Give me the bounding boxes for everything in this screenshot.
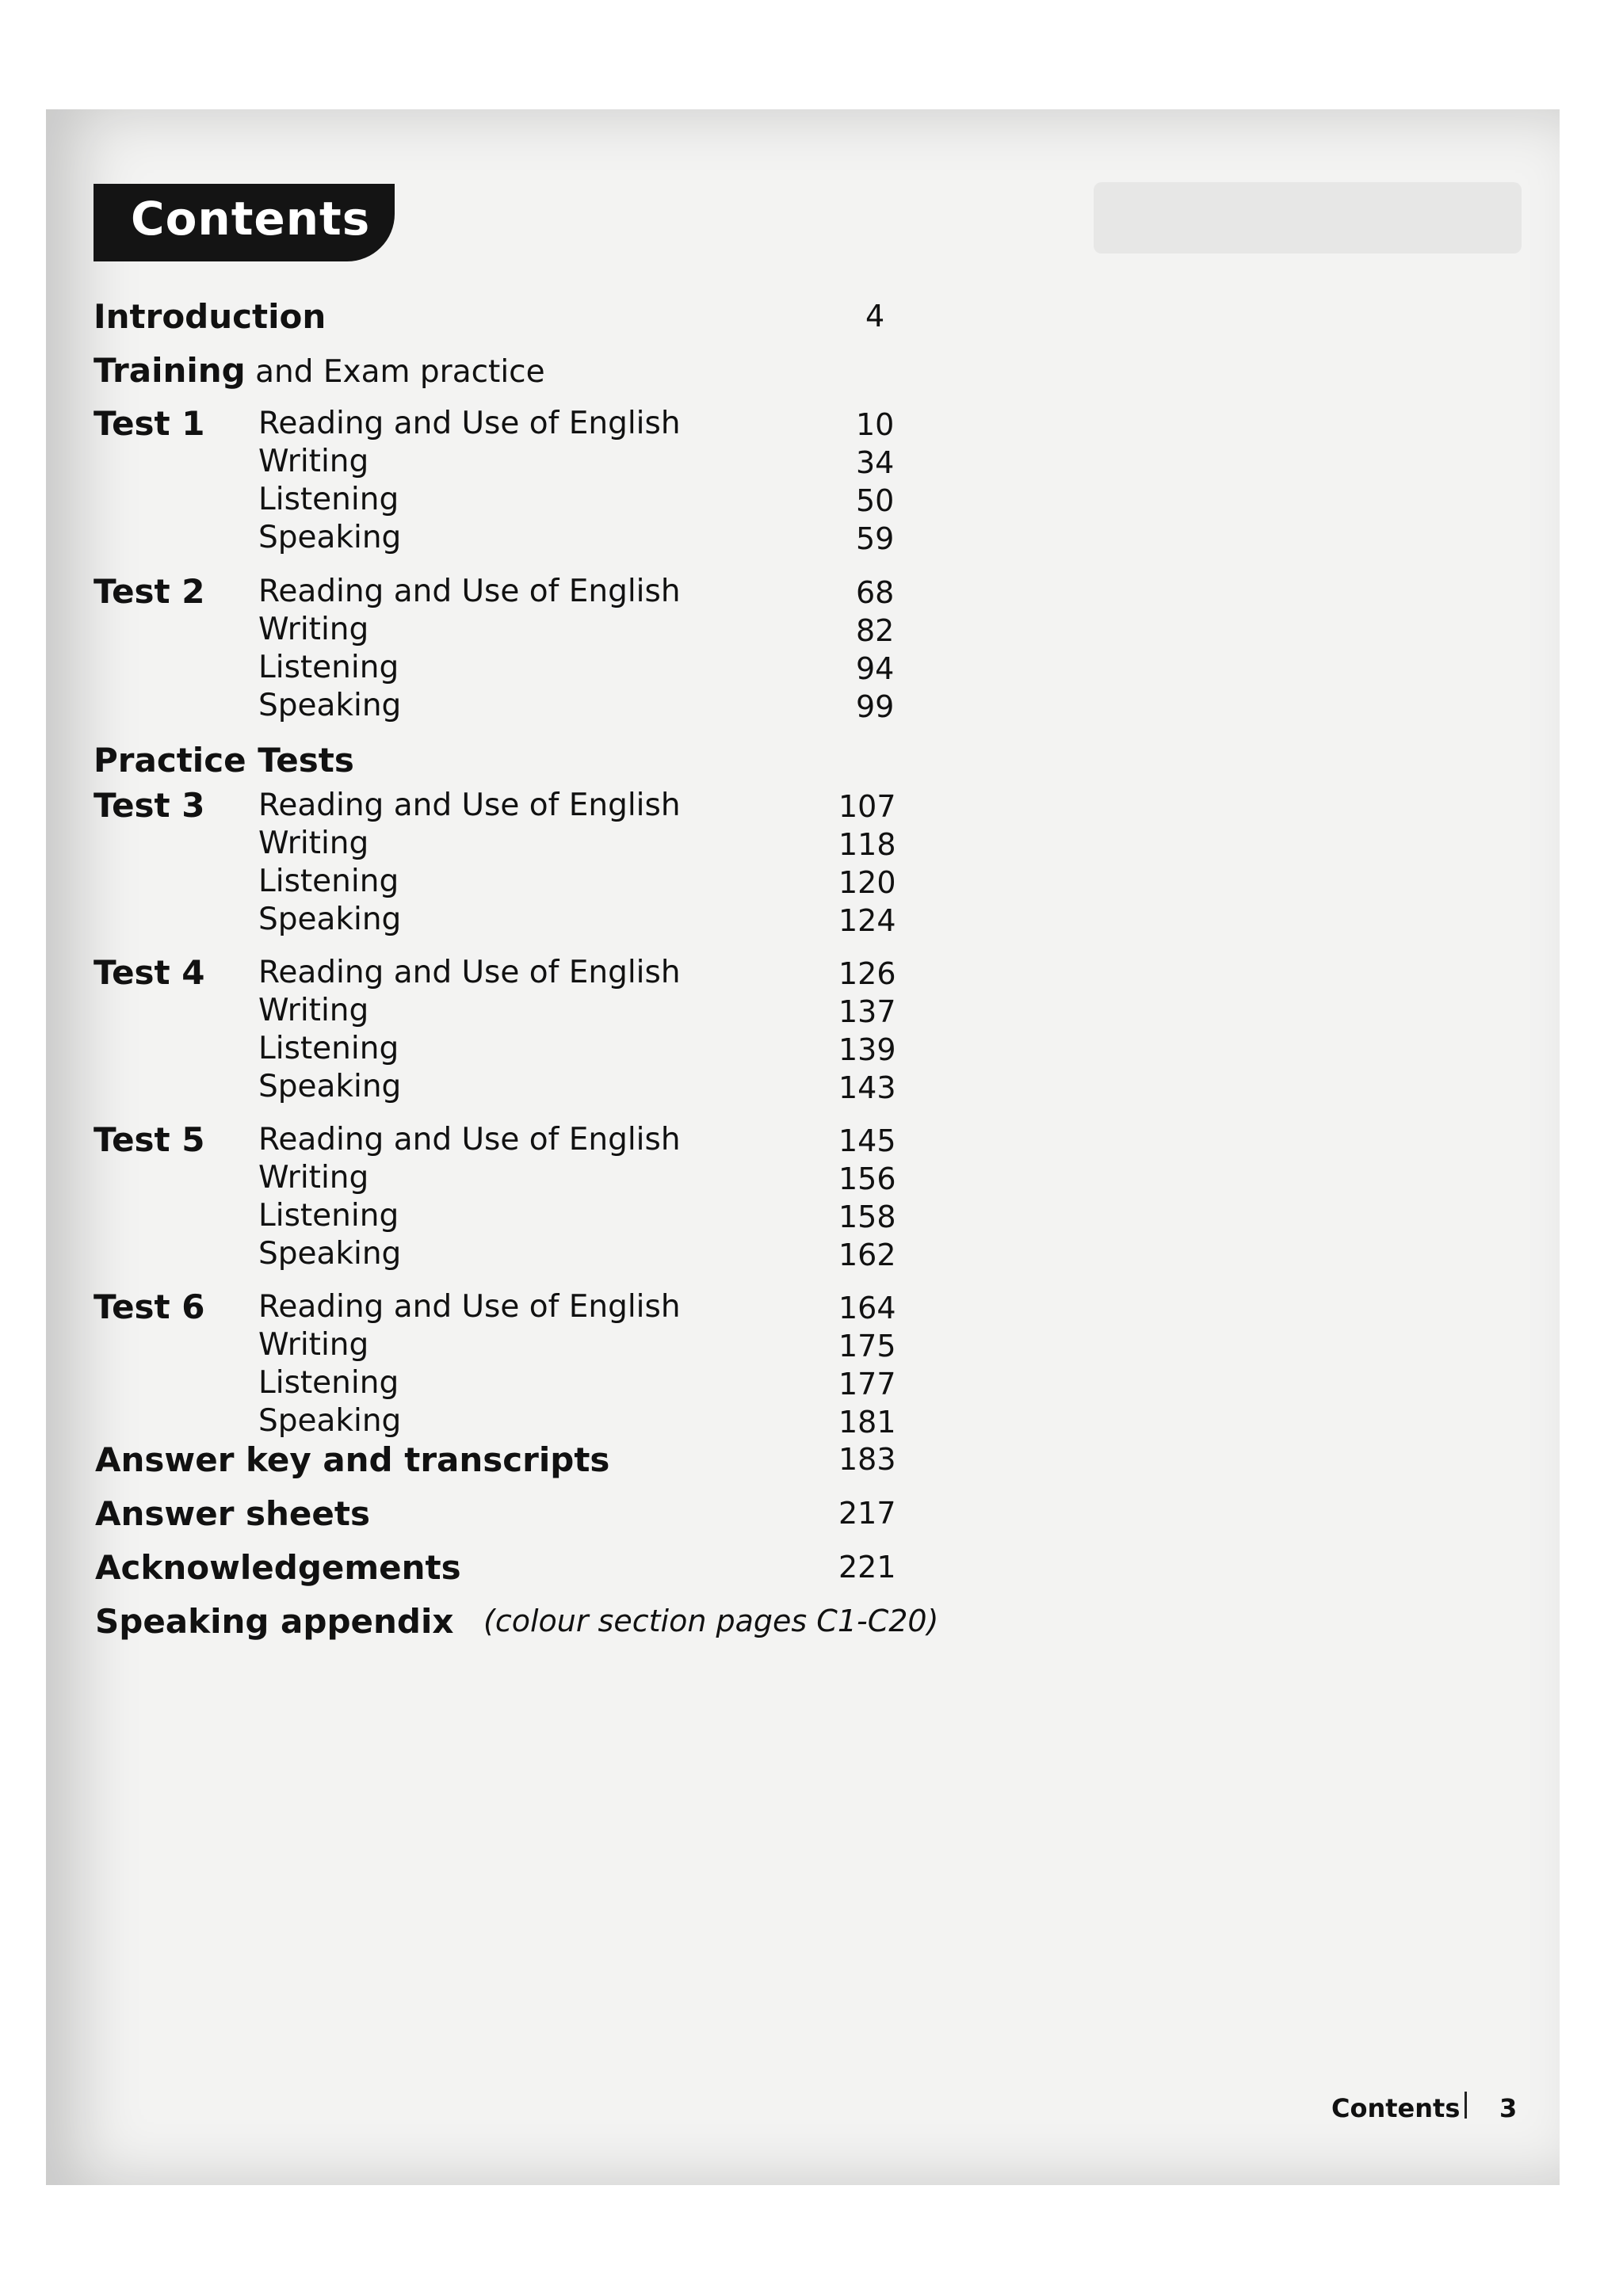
toc-test-3-page: 107: [838, 789, 896, 824]
toc-test-6-page: 164: [838, 1291, 896, 1325]
toc-answer-key-page: 183: [838, 1442, 896, 1477]
toc-test-5-label: Test 5: [94, 1120, 205, 1159]
toc-test-4-section: Listening: [258, 1031, 399, 1066]
toc-answer-sheets-page: 217: [838, 1496, 896, 1531]
toc-introduction-page: 4: [865, 299, 885, 334]
toc-speaking-appendix-label: Speaking appendix: [95, 1602, 454, 1641]
toc-answer-sheets-label: Answer sheets: [95, 1494, 370, 1533]
toc-test-6-section: Speaking: [258, 1403, 402, 1439]
toc-test-1-section: Writing: [258, 444, 369, 479]
toc-test-5-section: Listening: [258, 1198, 399, 1234]
footer-section-label: Contents: [1331, 2093, 1461, 2123]
toc-test-4-section: Writing: [258, 993, 369, 1028]
toc-test-6-label: Test 6: [94, 1287, 205, 1326]
toc-test-5-page: 145: [838, 1123, 896, 1158]
toc-test-5-section: Speaking: [258, 1236, 402, 1272]
toc-test-1-label: Test 1: [94, 404, 205, 443]
toc-test-4-page: 139: [838, 1032, 896, 1067]
toc-test-2-section: Reading and Use of English: [258, 574, 681, 609]
toc-test-2-page: 94: [856, 651, 895, 686]
page-title: Contents: [131, 192, 371, 246]
toc-test-5-section: Writing: [258, 1160, 369, 1196]
toc-test-5-page: 158: [838, 1199, 896, 1234]
toc-test-1-section: Speaking: [258, 520, 402, 555]
toc-test-1-section: Reading and Use of English: [258, 406, 681, 441]
toc-test-2-section: Speaking: [258, 688, 402, 723]
toc-speaking-appendix-page: (colour section pages C1-C20): [483, 1604, 939, 1638]
toc-training-label: Training: [94, 351, 246, 390]
footer-page-number: 3: [1499, 2093, 1518, 2123]
toc-practice-tests-heading: Practice Tests: [94, 741, 354, 780]
footer-divider: [1465, 2092, 1467, 2119]
toc-test-5-page: 162: [838, 1238, 896, 1272]
toc-test-5-section: Reading and Use of English: [258, 1122, 681, 1158]
toc-test-6-page: 181: [838, 1405, 896, 1440]
toc-training-label-rest: and Exam practice: [245, 354, 545, 390]
toc-acknowledgements-label: Acknowledgements: [95, 1548, 461, 1587]
toc-test-2-page: 82: [856, 613, 895, 648]
toc-test-4-page: 126: [838, 956, 896, 991]
toc-test-2-page: 68: [856, 575, 895, 610]
toc-test-6-page: 175: [838, 1329, 896, 1363]
toc-test-4-page: 137: [838, 994, 896, 1029]
toc-test-5-page: 156: [838, 1161, 896, 1196]
toc-test-1-page: 10: [856, 407, 895, 442]
toc-test-2-label: Test 2: [94, 572, 205, 611]
toc-test-2-section: Writing: [258, 612, 369, 647]
toc-test-3-page: 118: [838, 827, 896, 862]
toc-test-3-page: 124: [838, 903, 896, 938]
toc-test-3-section: Reading and Use of English: [258, 788, 681, 823]
toc-test-3-section: Speaking: [258, 902, 402, 937]
toc-test-1-page: 50: [856, 483, 895, 518]
toc-test-3-page: 120: [838, 865, 896, 900]
toc-training-heading: [94, 351, 545, 390]
toc-test-3-section: Writing: [258, 826, 369, 861]
toc-test-6-section: Listening: [258, 1365, 399, 1401]
toc-test-6-section: Reading and Use of English: [258, 1289, 681, 1325]
toc-test-1-section: Listening: [258, 482, 399, 517]
toc-answer-key-label: Answer key and transcripts: [95, 1440, 610, 1479]
toc-test-6-section: Writing: [258, 1327, 369, 1363]
toc-test-6-page: 177: [838, 1367, 896, 1402]
toc-test-3-label: Test 3: [94, 786, 205, 825]
toc-test-4-section: Reading and Use of English: [258, 955, 681, 990]
toc-acknowledgements-page: 221: [838, 1550, 896, 1585]
toc-test-1-page: 59: [856, 521, 895, 556]
ghost-heading-bleedthrough: [1094, 182, 1522, 254]
toc-test-3-section: Listening: [258, 864, 399, 899]
toc-test-2-page: 99: [856, 689, 895, 724]
toc-test-4-page: 143: [838, 1070, 896, 1105]
toc-test-4-label: Test 4: [94, 953, 205, 992]
toc-test-1-page: 34: [856, 445, 895, 480]
toc-test-2-section: Listening: [258, 650, 399, 685]
toc-test-4-section: Speaking: [258, 1069, 402, 1104]
toc-introduction-label: Introduction: [94, 297, 327, 336]
